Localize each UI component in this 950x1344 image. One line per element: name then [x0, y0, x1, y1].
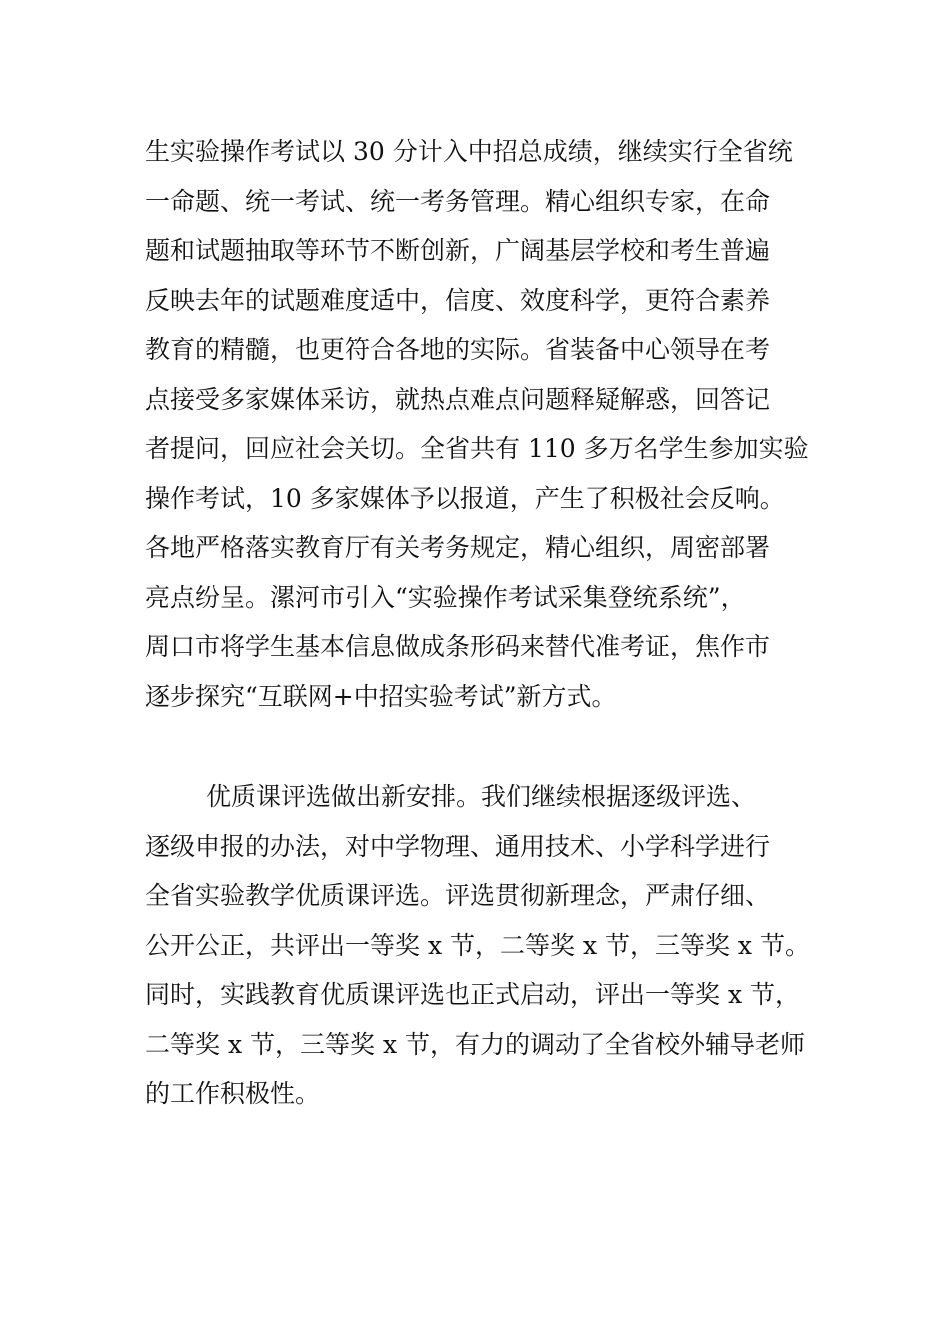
text-line: 全省实验教学优质课评选。评选贯彻新理念，严肃仔细、 — [145, 881, 771, 910]
text-line: 题和试题抽取等环节不断创新，广阔基层学校和考生普遍 — [145, 236, 771, 265]
text-line: 点接受多家媒体采访，就热点难点问题释疑解惑，回答记 — [145, 384, 771, 414]
text-line: 教育的精髓，也更符合各地的实际。省装备中心领导在考 — [145, 335, 771, 364]
paragraph-quality-lessons — [145, 772, 825, 1119]
text-line: 反映去年的试题难度适中，信度、效度科学，更符合素养 — [145, 285, 771, 315]
text-line: 逐步探究“互联网+中招实验考试”新方式。 — [145, 681, 617, 711]
text-line: 操作考试，10 多家媒体予以报道，产生了积极社会反响。 — [145, 483, 785, 513]
text-line: 二等奖 x 节，三等奖 x 节，有力的调动了全省校外辅导老师 — [145, 1029, 805, 1059]
text-line: 公开公正，共评出一等奖 x 节，二等奖 x 节，三等奖 x 节。 — [145, 930, 810, 960]
text-line: 逐级申报的办法，对中学物理、通用技术、小学科学进行 — [145, 831, 771, 861]
text-line: 的工作积极性。 — [145, 1079, 321, 1108]
text-line: 一命题、统一考试、统一考务管理。精心组织专家，在命 — [145, 186, 771, 216]
text-line: 者提问，回应社会关切。全省共有 110 多万名学生参加实验 — [145, 434, 809, 463]
text-line: 周口市将学生基本信息做成条形码来替代准考证，焦作市 — [145, 632, 771, 661]
text-line: 各地严格落实教育厅有关考务规定，精心组织，周密部署 — [145, 533, 771, 562]
text-line: 生实验操作考试以 30 分计入中招总成绩，继续实行全省统 — [145, 137, 793, 166]
text-line: 亮点纷呈。漯河市引入“实验操作考试采集登统系统”， — [145, 582, 746, 612]
text-line-indented: 优质课评选做出新安排。我们继续根据逐级评选、 — [206, 782, 757, 811]
paragraph-exam-results — [145, 127, 825, 721]
text-line: 同时，实践教育优质课评选也正式启动，评出一等奖 x 节， — [145, 980, 800, 1009]
